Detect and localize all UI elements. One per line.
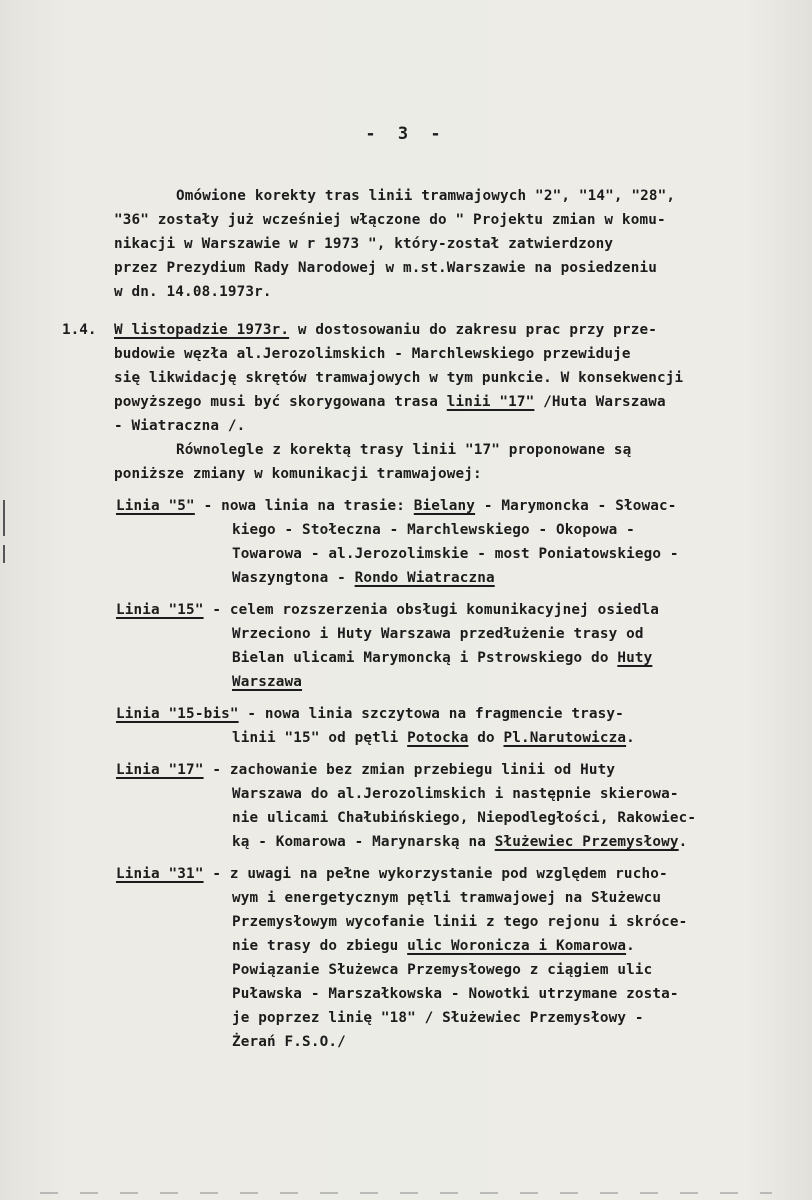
tram-line-label: Linia "5" bbox=[116, 498, 195, 514]
paragraph-line: Omówione korekty tras linii tramwajowych "2", "14", "28", bbox=[176, 188, 676, 204]
section-line bbox=[114, 392, 666, 412]
entry-text: linii "15" od pętli bbox=[232, 730, 408, 746]
binding-mark bbox=[3, 545, 5, 563]
route-end: ulic Woronicza i Komarowa bbox=[407, 938, 627, 954]
tram-line-label: Linia "15-bis" bbox=[116, 706, 239, 722]
entry-text: - nowa linia szczytowa na fragmencie trasy- bbox=[238, 706, 624, 722]
section-line-text: powyższego musi być skorygowana trasa bbox=[114, 394, 447, 410]
section-line: Równolegle z korektą trasy linii "17" proponowane są bbox=[176, 442, 632, 458]
section-line-text: w dostosowaniu do zakresu prac przy prze- bbox=[289, 322, 657, 338]
section-line: budowie węzła al.Jerozolimskich - Marchlewskiego przewiduje bbox=[114, 346, 631, 362]
entry-line: nie ulicami Chałubińskiego, Niepodległości, Rakowiec- bbox=[232, 810, 697, 826]
tram-line-15-entry bbox=[116, 600, 659, 620]
entry-line: Przemysłowym wycofanie linii z tego rejonu i skróce- bbox=[232, 914, 688, 930]
entry-line bbox=[232, 728, 635, 748]
page-number: - 3 - bbox=[365, 124, 447, 144]
entry-text: . bbox=[626, 730, 635, 746]
tram-line-31-entry bbox=[116, 864, 668, 884]
tram-line-5-entry bbox=[116, 496, 677, 516]
entry-text: Bielan ulicami Marymoncką i Pstrowskiego do bbox=[232, 650, 618, 666]
entry-line: kiego - Stołeczna - Marchlewskiego - Okopowa - bbox=[232, 522, 635, 538]
entry-line: Warszawa do al.Jerozolimskich i następnie skierowa- bbox=[232, 786, 679, 802]
tram-line-label: Linia "31" bbox=[116, 866, 204, 882]
paragraph-line: nikacji w Warszawie w r 1973 ", który-został zatwierdzony bbox=[114, 236, 614, 252]
route-start: Potocka bbox=[407, 730, 469, 746]
entry-line: Towarowa - al.Jerozolimskie - most Poniatowskiego - bbox=[232, 546, 679, 562]
route-end: Warszawa bbox=[232, 674, 303, 690]
route-end: Służewiec Przemysłowy bbox=[494, 834, 679, 850]
section-line: - Wiatraczna /. bbox=[114, 418, 246, 434]
section-line bbox=[114, 320, 657, 340]
entry-line bbox=[232, 672, 302, 692]
section-line-text: /Huta Warszawa bbox=[534, 394, 666, 410]
route-end: Huty bbox=[617, 650, 653, 666]
entry-line: Wrzeciono i Huty Warszawa przedłużenie trasy od bbox=[232, 626, 644, 642]
entry-text: - nowa linia na trasie: bbox=[194, 498, 414, 514]
tram-line-label: Linia "17" bbox=[116, 762, 204, 778]
tram-line-17-entry bbox=[116, 760, 615, 780]
entry-text: - Marymoncka - Słowac- bbox=[475, 498, 677, 514]
paragraph-line: "36" zostały już wcześniej włączone do " Projektu zmian w komu- bbox=[114, 212, 666, 228]
paragraph-line: przez Prezydium Rady Narodowej w m.st.Warszawie na posiedzeniu bbox=[114, 260, 657, 276]
entry-text: - z uwagi na pełne wykorzystanie pod względem rucho- bbox=[203, 866, 668, 882]
entry-line bbox=[232, 648, 652, 668]
section-line: poniższe zmiany w komunikacji tramwajowej: bbox=[114, 466, 482, 482]
section-number: 1.4. bbox=[62, 322, 97, 338]
entry-line: je poprzez linię "18" / Służewiec Przemysłowy - bbox=[232, 1010, 644, 1026]
entry-text: - celem rozszerzenia obsługi komunikacyjnej osiedla bbox=[203, 602, 659, 618]
section-line: się likwidację skrętów tramwajowych w tym punkcie. W konsekwencji bbox=[114, 370, 684, 386]
entry-text: Waszyngtona - bbox=[232, 570, 355, 586]
route-end: Rondo Wiatraczna bbox=[354, 570, 495, 586]
tram-line-label: Linia "15" bbox=[116, 602, 204, 618]
entry-line bbox=[232, 832, 687, 852]
binding-mark bbox=[3, 500, 5, 536]
entry-line: wym i energetycznym pętli tramwajowej na Służewcu bbox=[232, 890, 662, 906]
entry-text: nie trasy do zbiegu bbox=[232, 938, 408, 954]
entry-line bbox=[232, 568, 495, 588]
line-17-ref: linii "17" bbox=[446, 394, 535, 410]
entry-text: do bbox=[468, 730, 504, 746]
entry-text: . bbox=[626, 938, 635, 954]
entry-line: Powiązanie Służewca Przemysłowego z ciągiem ulic bbox=[232, 962, 653, 978]
section-date: W listopadzie 1973r. bbox=[114, 322, 290, 338]
entry-text: - zachowanie bez zmian przebiegu linii od Huty bbox=[203, 762, 616, 778]
page-bottom-artifact bbox=[40, 1192, 772, 1194]
route-start: Bielany bbox=[413, 498, 476, 514]
entry-line: Żerań F.S.O./ bbox=[232, 1034, 346, 1050]
tram-line-15bis-entry bbox=[116, 704, 624, 724]
entry-text: ką - Komarowa - Marynarską na bbox=[232, 834, 495, 850]
entry-line: Puławska - Marszałkowska - Nowotki utrzymane zosta- bbox=[232, 986, 679, 1002]
route-end: Pl.Narutowicza bbox=[503, 730, 627, 746]
paragraph-line: w dn. 14.08.1973r. bbox=[114, 284, 272, 300]
entry-line bbox=[232, 936, 635, 956]
entry-text: . bbox=[678, 834, 688, 850]
